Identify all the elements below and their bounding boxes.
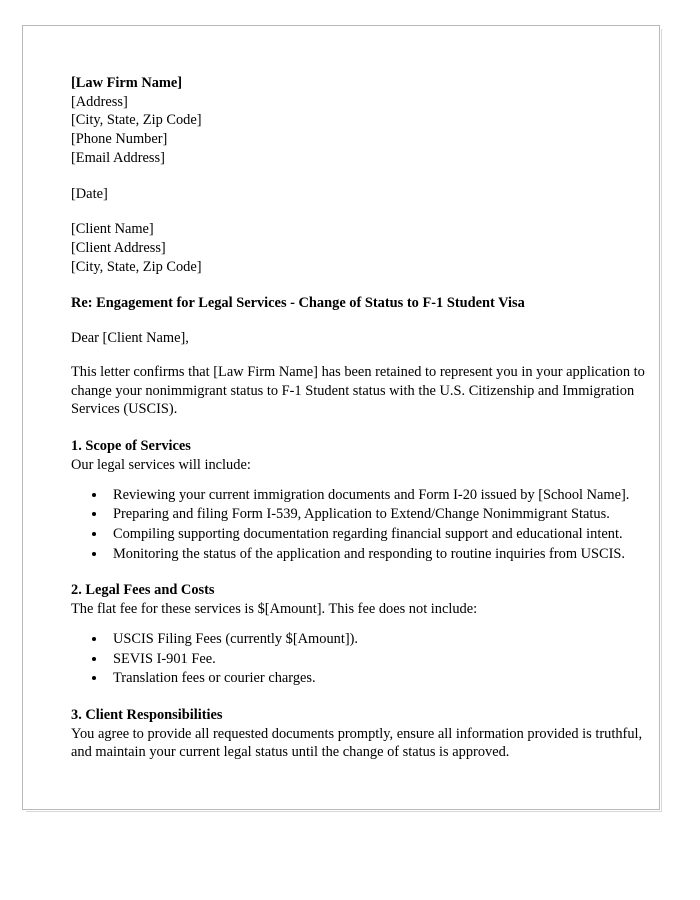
section-heading-2: 2. Legal Fees and Costs — [71, 582, 215, 599]
document-page — [22, 25, 660, 810]
intro-paragraph: This letter confirms that [Law Firm Name] has been retained to represent you in your application to change your nonimmigrant status to F-1 Student status with the U.S. Citizenship and Immigration Services (USCIS). — [71, 363, 645, 418]
list-item: • Compiling supporting documentation regarding financial support and educational intent. — [107, 525, 656, 544]
recipient-line-city-state-zip: [City, State, Zip Code] — [71, 258, 202, 275]
bullet-list-2 — [71, 630, 656, 688]
list-item: • Monitoring the status of the application and responding to routine inquiries from USCIS. — [107, 545, 656, 564]
letterhead-line-address: [Address] — [71, 93, 128, 110]
section-legal-fees-and-costs — [71, 581, 656, 688]
list-item: • Preparing and filing Form I-539, Application to Extend/Change Nonimmigrant Status. — [107, 505, 656, 524]
section-intro-2: The flat fee for these services is $[Amount]. This fee does not include: — [71, 601, 478, 618]
section-client-responsibilities — [71, 706, 656, 762]
letterhead-line-email: [Email Address] — [71, 149, 165, 166]
letterhead-block — [71, 74, 656, 168]
letterhead-line-city-state-zip: [City, State, Zip Code] — [71, 112, 202, 129]
recipient-block — [71, 220, 656, 276]
salutation: Dear [Client Name], — [71, 330, 189, 347]
list-item: • SEVIS I-901 Fee. — [107, 650, 656, 669]
section-intro-3: You agree to provide all requested documents promptly, ensure all information provided is truthful, and maintain your current legal status until the change of status is approved. — [71, 725, 643, 761]
letterhead-line-firm-name: [Law Firm Name] — [71, 75, 183, 91]
list-item: • USCIS Filing Fees (currently $[Amount]). — [107, 630, 656, 649]
spacer-after-letterhead — [71, 168, 656, 185]
letterhead-line-phone: [Phone Number] — [71, 131, 168, 148]
recipient-line-address: [Client Address] — [71, 240, 166, 257]
section-scope-of-services — [71, 437, 656, 563]
bullet-list-1 — [71, 486, 656, 564]
recipient-line-name: [Client Name] — [71, 221, 154, 238]
spacer-after-date — [71, 203, 656, 220]
section-intro-1: Our legal services will include: — [71, 456, 251, 473]
list-item: • Translation fees or courier charges. — [107, 669, 656, 688]
letter-body — [71, 74, 656, 762]
section-heading-1: 1. Scope of Services — [71, 438, 191, 455]
section-heading-3: 3. Client Responsibilities — [71, 706, 223, 723]
letter-date: [Date] — [71, 185, 108, 202]
list-item: • Reviewing your current immigration documents and Form I-20 issued by [School Name]. — [107, 486, 656, 505]
subject-line: Re: Engagement for Legal Services - Change of Status to F-1 Student Visa — [71, 295, 525, 312]
